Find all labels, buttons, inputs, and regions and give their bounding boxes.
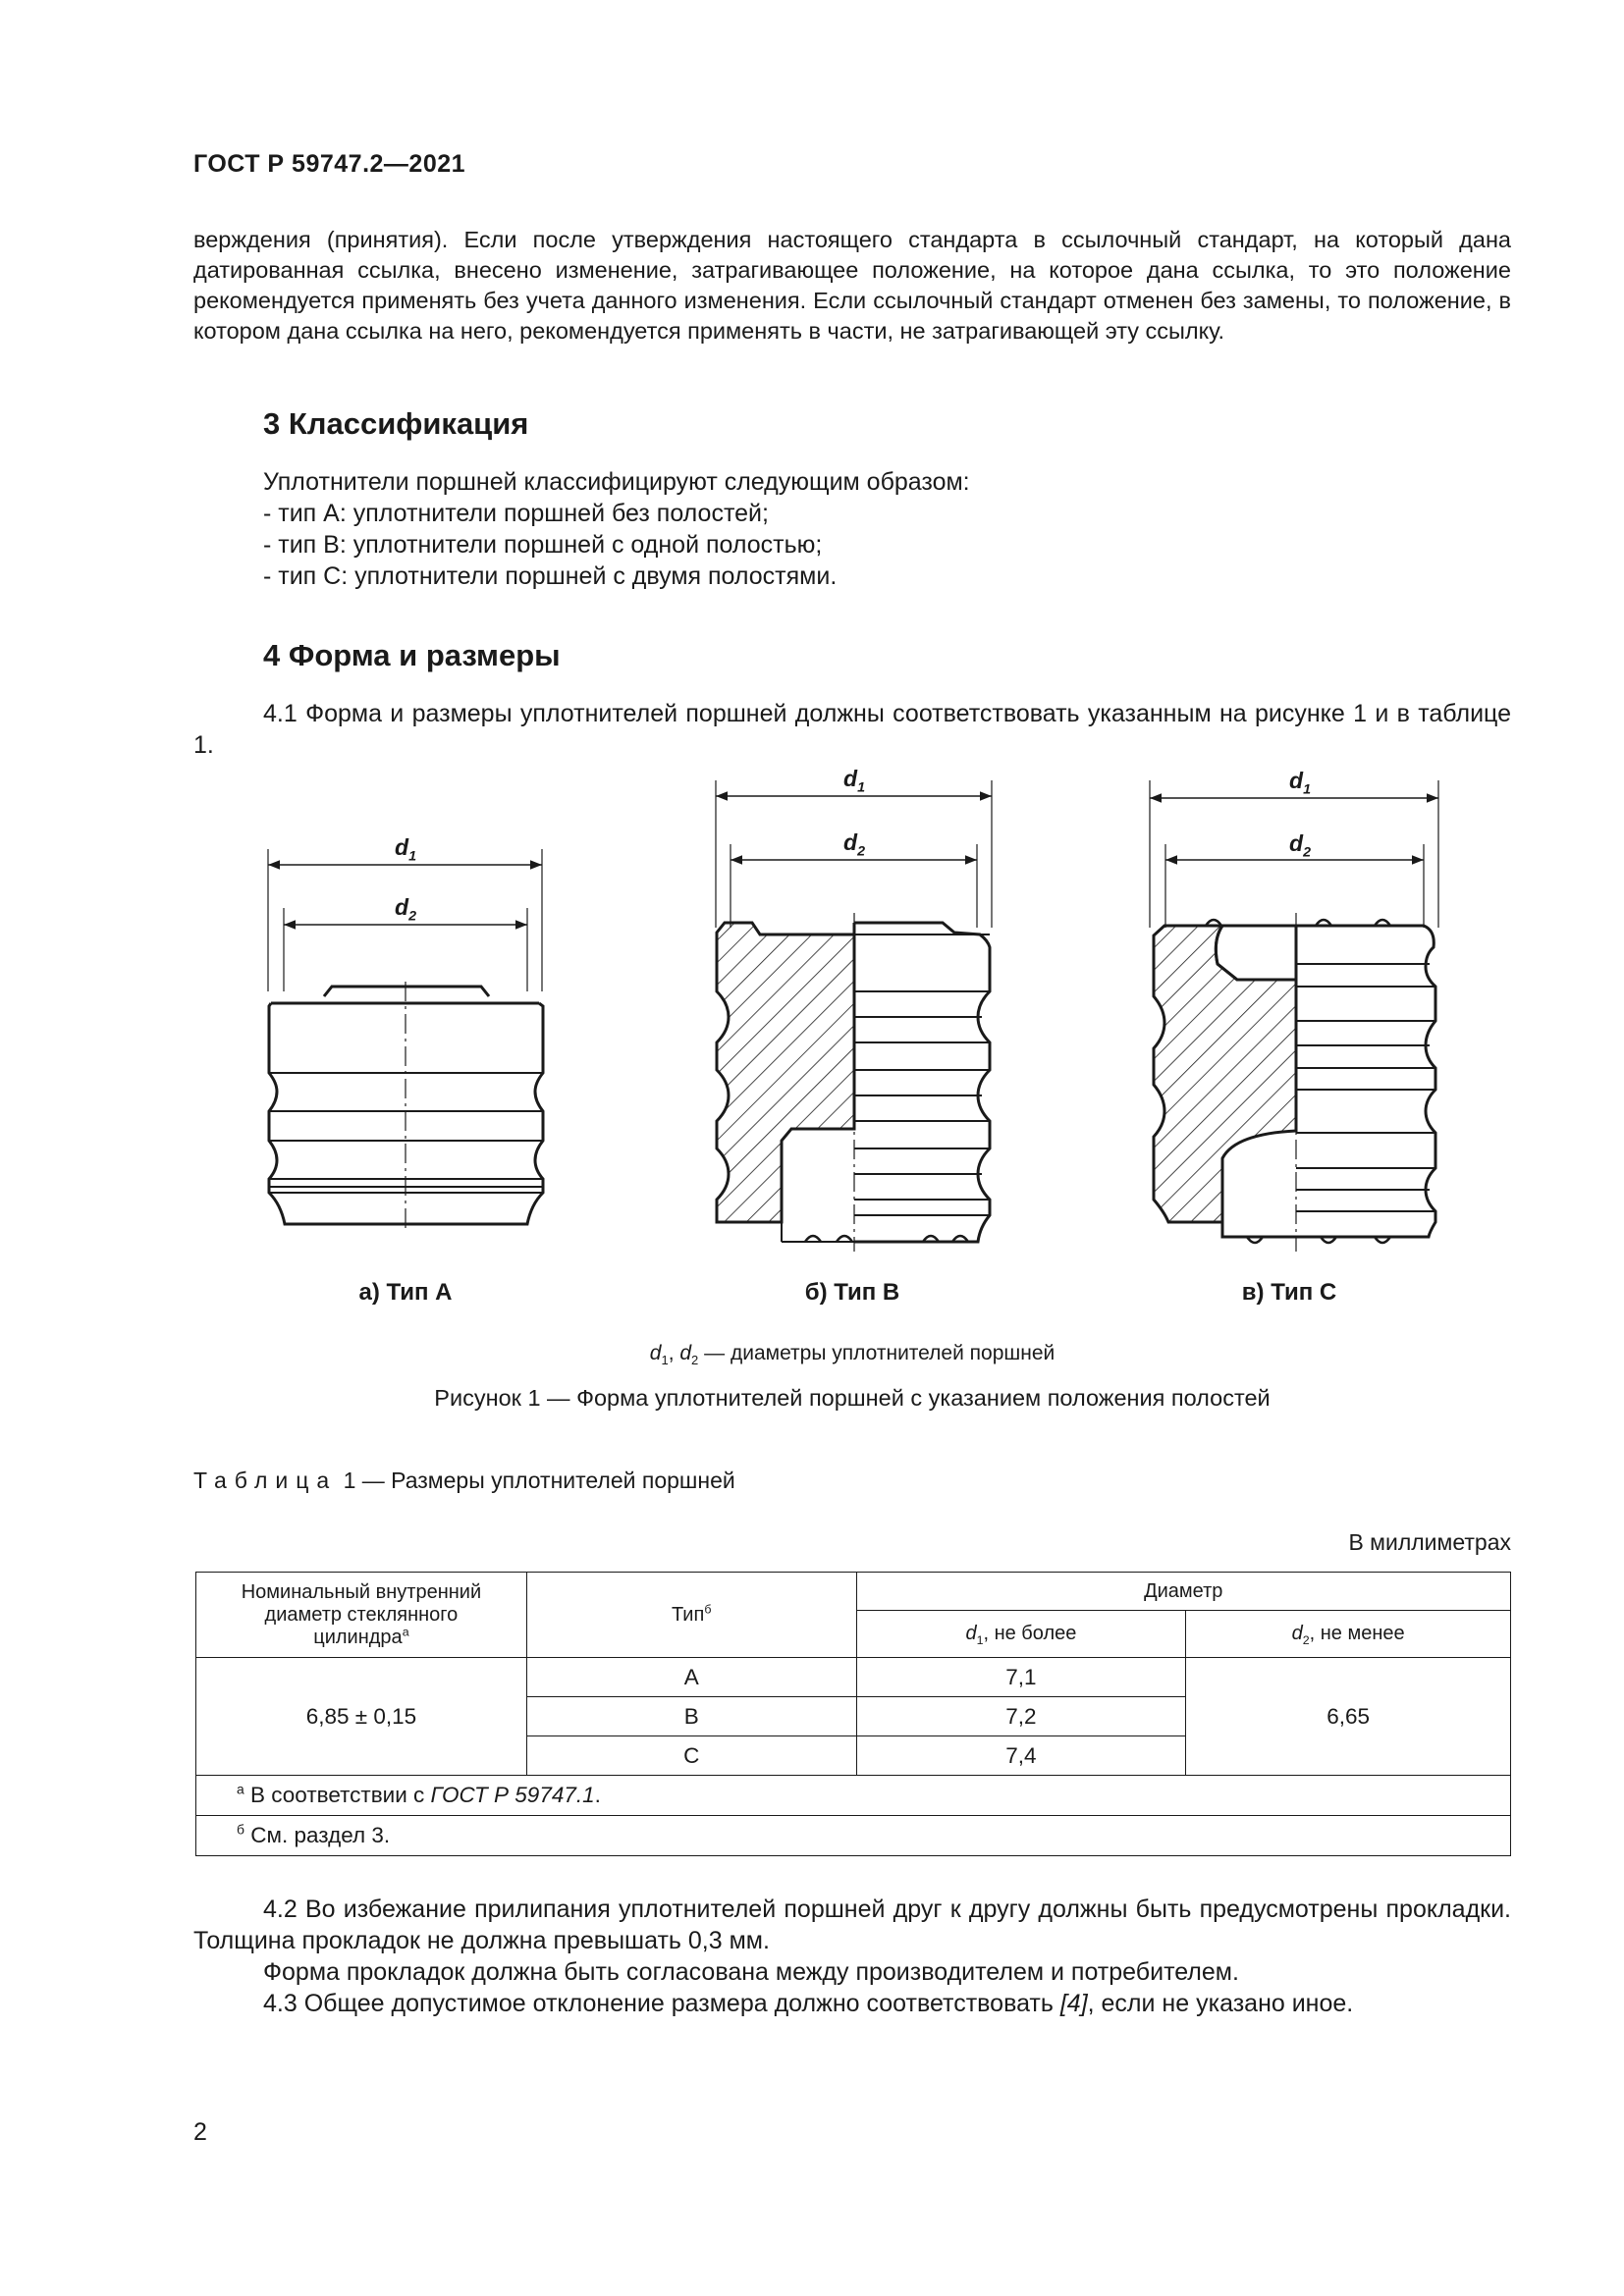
table-units: В миллиметрах (1348, 1529, 1511, 1555)
header-nominal-diameter: Номинальный внутренний диаметр стеклянного цилиндра$^а$ (196, 1573, 527, 1658)
paragraph-4-2-continued: Форма прокладок должна быть согласована между производителем и потребителем. (263, 1958, 1239, 1986)
type-b-d2-label: $d_2$ (843, 829, 865, 860)
table-1 (195, 1572, 1511, 1856)
type-b-d1-label: $d_1$ (843, 766, 865, 796)
cell-type: С (526, 1736, 856, 1776)
intro-paragraph: верждения (принятия). Если после утверждения настоящего стандарта в ссылочный стандарт, на который дана датированная ссылка, внесено изменение, затрагивающее положение, на которое дана ссылка, то это положение рекомендуется применять без учета данного изменения. Если ссылочный стандарт отменен без замены, то положение, в котором дана ссылка на него, рекомендуется применять в части, не затрагивающей эту ссылку. (193, 227, 1511, 344)
paragraph-4-2: 4.2 Во избежание прилипания уплотнителей поршней друг к другу должны быть предусмотрены прокладки. Толщина прокладок не должна превышать 0,3 мм. (193, 1896, 1511, 1954)
figure-label-type-a: а) Тип А (358, 1279, 453, 1306)
type-c-d2-label: $d_2$ (1289, 830, 1311, 861)
header-d1: $d_1$, не более (856, 1611, 1186, 1658)
cell-type: В (526, 1697, 856, 1736)
header-type: Тип$^б$ (526, 1573, 856, 1658)
type-a-d2-label: $d_2$ (395, 894, 416, 925)
table-note-b: $^б$ См. раздел 3. (196, 1816, 1511, 1856)
cell-type: А (526, 1658, 856, 1697)
table-note-a: $^а$ В соответствии с ГОСТ Р 59747.1. (196, 1776, 1511, 1816)
cell-d1: 7,1 (856, 1658, 1186, 1697)
section-3-line-3: - тип В: уплотнители поршней с одной полостью; (263, 531, 823, 559)
figure-label-type-c: в) Тип С (1241, 1279, 1337, 1306)
type-a-d1-label: $d_1$ (395, 834, 416, 865)
figure-1-drawing (0, 746, 1624, 1296)
figure-caption: Рисунок 1 — Форма уплотнителей поршней с указанием положения полостей (434, 1385, 1271, 1411)
table-title: Таблица 1 — Размеры уплотнителей поршней (193, 1468, 735, 1493)
page-number: 2 (193, 2118, 207, 2146)
document-header: ГОСТ Р 59747.2—2021 (193, 150, 466, 178)
cell-d2-value: 6,65 (1186, 1658, 1511, 1776)
section-4-title: 4 Форма и размеры (263, 638, 561, 672)
cell-nominal-value: 6,85 ± 0,15 (196, 1658, 527, 1776)
section-3-line-2: - тип А: уплотнители поршней без полостей; (263, 500, 769, 527)
section-3-line-4: - тип С: уплотнители поршней с двумя полостями. (263, 562, 838, 590)
figure-label-type-b: б) Тип В (804, 1279, 900, 1306)
header-diameter: Диаметр (856, 1573, 1510, 1611)
cell-d1: 7,4 (856, 1736, 1186, 1776)
figure-legend: $d_1$, $d_2$ — диаметры уплотнителей поршней (649, 1342, 1056, 1368)
type-c-d1-label: $d_1$ (1289, 768, 1311, 798)
header-d2: $d_2$, не менее (1186, 1611, 1511, 1658)
paragraph-4-1: 4.1 Форма и размеры уплотнителей поршней должны соответствовать указанным на рисунке 1 и в таблице 1. (193, 700, 1511, 759)
cell-d1: 7,2 (856, 1697, 1186, 1736)
paragraph-4-3: 4.3 Общее допустимое отклонение размера должно соответствовать [4], если не указано иное. (263, 1990, 1354, 2017)
section-3-line-1: Уплотнители поршней классифицируют следующим образом: (263, 468, 970, 496)
section-3-title: 3 Классификация (263, 406, 529, 441)
table-row (196, 1658, 1511, 1697)
